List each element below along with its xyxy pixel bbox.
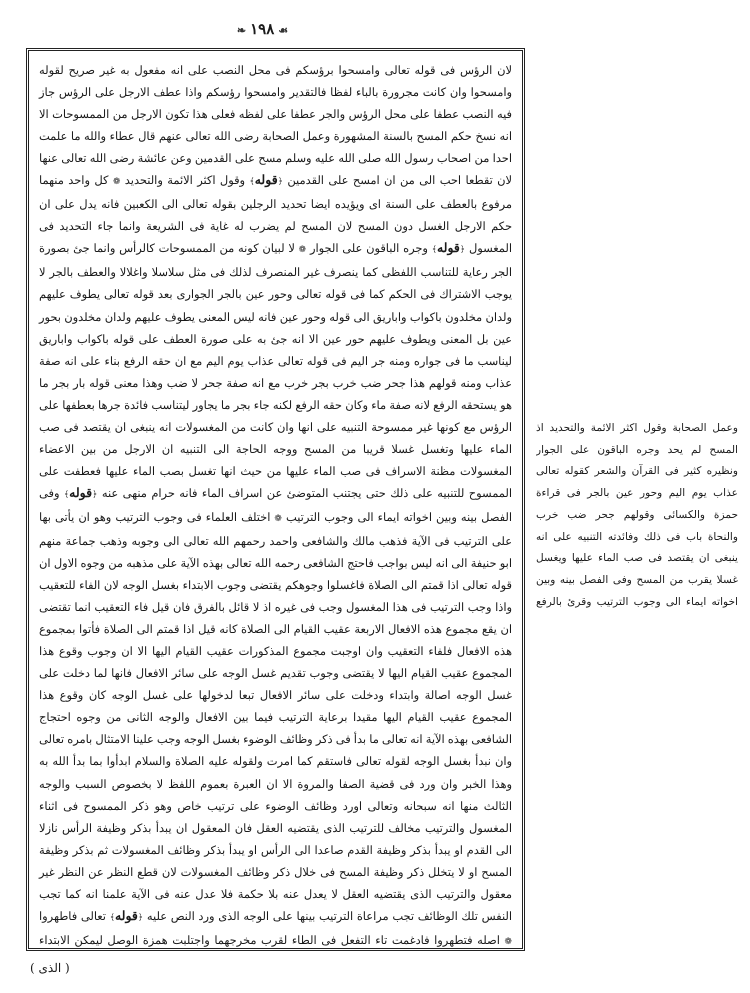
- ornament-icon: ﴾: [431, 245, 437, 256]
- ornament-icon: ﴿: [277, 177, 283, 188]
- main-text-segment: وجره الباقون على الجوار: [309, 241, 428, 256]
- ornament-right-icon: ☙: [278, 24, 289, 37]
- margin-text: وعمل الصحابة وقول اكثر الائمة والتحديد اذ المسح لم يحد وجره الباقون على الجوار ونظيره كثير فى القرآن والشعر كقوله تعالى عذاب يوم اليم وحور عين بالجر فى قراءة حمزة والكسائى وقولهم جحر ضب خرب والنحاة باب فى ذلك وفائدته التنبيه على انه ينبغى ان يقتصد فى صب الماء عليها ويغسل غسلا يقرب من المسح وفى الفصل بينه وبين اخواته ايماء الى وجوب الترتيب وقرئ بالرفع: [536, 422, 738, 608]
- page-number-text: ١٩٨: [250, 20, 275, 38]
- ornament-icon: ❁: [274, 513, 282, 524]
- margin-commentary: [536, 418, 738, 618]
- catchword: ( الذى ): [30, 961, 70, 975]
- main-text-segment: اختلف العلماء فى وجوب الترتيب وهو ان يأتى بها على الترتيب فى الآية فذهب مالك والشافعى واحمد رحمهم الله تعالى الى وجوبه وذهب جماعة منهم ابو حنيفة الى انه ليس بواجب فاحتج الشافعى رحمه الله تعالى بهذه الآية على مذهبه من وجوه الاول ان قوله تعالى اذا قمتم الى الصلاة فاغسلوا وجوهكم يقتضى وجوب الابتداء بغسل الوجه لان الفاء للتعقيب واذا وجب الترتيب فى هذا المغسول وجب فى غيره اذ لا قائل بالفرق فان قيل فاء التعقيب انما تقتضى ان يقع مجموع هذه الافعال الاربعة عقيب القيام الى الصلاة كانه قيل اذا قمتم الى الصلاة فأتوا بمجموع هذه الافعال فلفاء التعقيب وان اوجبت مجموع المذكورات عقيب القيام اليها الا ان وجوب وقوع هذا المجموع عقيب القيام اليها لا يقتضى وجوب تقديم غسل الوجه على سائر الافعال فانها لما دخلت على غسل الوجه اصالة وابتداء ودخلت على سائر الافعال تبعا لدخولها على غسل الوجه كان وقوع هذا المجموع عقيب القيام اليها مقيدا برعاية الترتيب فيما بين الافعال والوجه الثانى من وجوه احتجاج الشافعى بهذه الآية انه تعالى ما بدأ فى ذكر وظائف الوضوء بغسل الوجه وجب علينا الامتثال بامره تعالى وان نبدأ بغسل الوجه لقوله تعالى فاستقم كما امرت ولقوله عليه الصلاة والسلام ابدأوا بما بدأ الله به وهذا الخبر وان ورد فى قضية الصفا والمروة الا ان العبرة بعموم اللفظ لا بخصوص السبب والوجه الثالث منها انه سبحانه وتعالى اورد وظائف الوضوء على ترتيب خاص وهو ذكر الممسوح فى اثناء المغسول والترتيب مخالف للترتيب الذى يقتضيه العقل فان المعقول ان يبدأ بذكر وظيفة الرأس نازلا الى القدم او يبدأ بذكر وظيفة القدم صاعدا الى الرأس او يبدأ بذكر وظائف المغسولات ثم بذكر وظيفة المسح او لا يتخلل ذكر وظيفة المسح فى خلال ذكر وظائف المغسولات لان قطع النظر عن النظر غير معقول والترتيب الذى يقتضيه العقل لا يعدل عنه بلا حكمة فلا عدل عنه فى الآية علمنا انه كما تجب النفس تلك الوظائف تجب مراعاة الترتيب بينها على الوجه الذى ورد النص عليه: [39, 509, 513, 923]
- ornament-icon: ❁: [298, 245, 307, 256]
- ornament-icon: ﴾: [109, 912, 115, 923]
- keyword-qawluhu: قوله: [436, 240, 460, 256]
- ornament-icon: ❁: [504, 936, 513, 947]
- ornament-icon: ﴾: [249, 177, 255, 188]
- keyword-qawluhu: قوله: [254, 172, 278, 188]
- keyword-qawluhu: قوله: [114, 907, 138, 923]
- ornament-icon: ﴾: [63, 489, 70, 500]
- ornament-icon: ﴿: [459, 245, 466, 256]
- main-text-segment: كل واحد منهما مرفوع بالعطف على السنة اى ويؤيده ايضا تحديد الرجلين بقوله تعالى الى الكعبين فانه يدل على ان حكم الارجل الغسل دون المسح لان المسح لم يضرب له غاية فى الشريعة وانما جاء التحديد فى المغسول: [39, 173, 513, 256]
- ornament-left-icon: ❧: [236, 24, 247, 37]
- main-text-segment: لان الرؤس فى قوله تعالى وامسحوا برؤسكم فى محل النصب على انه مفعول به غير صريح لقوله وامسحوا وان كانت مجرورة بالباء لفظا فالتقدير وامسحوا رؤسكم واذا عطف الارجل على الرؤس جاز فيه النصب عطفا على محل الرؤس والجر عطفا على لفظه فعلى هذا تكون الارجل من الممسوحات الا انه نسخ حكم المسح بالسنة المشهورة وعمل الصحابة رضى الله تعالى عنهم قال عطاء والله ما علمت احدا من اصحاب رسول الله صلى الله عليه وسلم مسح على القدمين وعن عائشة رضى الله تعالى عنها لان تقطعا احب الى من ان امسح على القدمين: [39, 63, 513, 188]
- main-text-segment: تعالى فاطهروا: [39, 908, 106, 923]
- main-text-segment: اصله فتطهروا فادغمت تاء التفعل فى الطاء لقرب مخرجهما واجتلبت همزة الوصل ليمكن الابتداء: [39, 932, 500, 947]
- ornament-icon: ﴿: [137, 912, 144, 923]
- main-text-segment: لا لبيان كونه من الممسوحات كالرأس وانما جئ بصورة الجر رعاية للتناسب اللفظى كما ينصرف غير المنصرف لذلك فى مثل سلاسلا واغلالا والعطف بالجر لا يوجب الاشتراك فى الحكم كما فى قوله تعالى وحور عين بالجر الجوارى بعد قوله تعالى يطوف عليهم ولدان مخلدون باكواب واباريق الى قوله وحور عين فانه ليس المعنى يطوف عليهم ولدان مخلدون بحور عين بل المعنى ويطوف عليهم حور عين الا انه جئ به على صورة العطف على قوله باكواب واباريق ليناسب ما فى جواره ومنه جر اليم فى قوله تعالى عذاب يوم اليم مع ان حقه الرفع بناء على انه صفة عذاب ومنه قولهم هذا جحر ضب خرب بجر خرب مع انه صفة جحر لا ضب وهذا معنى قوله بار بجر ما هو يستحقه الرفع لانه صفة ماء وكان حقه الرفع لكنه جاء بجر ما يجاور ليتناسب: [39, 241, 512, 412]
- ornament-icon: ❁: [112, 177, 121, 188]
- page-number: [0, 20, 525, 38]
- main-text-frame: [26, 48, 525, 951]
- main-text-segment: فائدة جرها بعطفها على الرؤس مع كونها غير ممسوحة التنبيه على انها وان كانت من المغسولات انه ينبغى ان يقتصد فى صب الماء عليها وتغسل غسلا قريبا من المسح ووجه الحاجة الى التنبيه ان الارجل من بين الاعضاء المغسولات مظنة الاسراف فى صب الماء عليها من حيث انها تغسل بصب الماء عليها فعطفت على الممسوح للتنبيه على ذلك حتى يجتنب المتوضئ عن اسراف الماء فانه حرام منهى عنه: [39, 397, 513, 500]
- main-text-segment: وفى الفصل بينه وبين اخواته ايماء الى وجوب الترتيب: [39, 485, 512, 524]
- ornament-icon: ﴿: [92, 489, 98, 500]
- main-text: [39, 59, 512, 951]
- keyword-qawluhu: قوله: [69, 484, 93, 500]
- main-text-segment: وقول اكثر الائمة والتحديد: [124, 173, 246, 188]
